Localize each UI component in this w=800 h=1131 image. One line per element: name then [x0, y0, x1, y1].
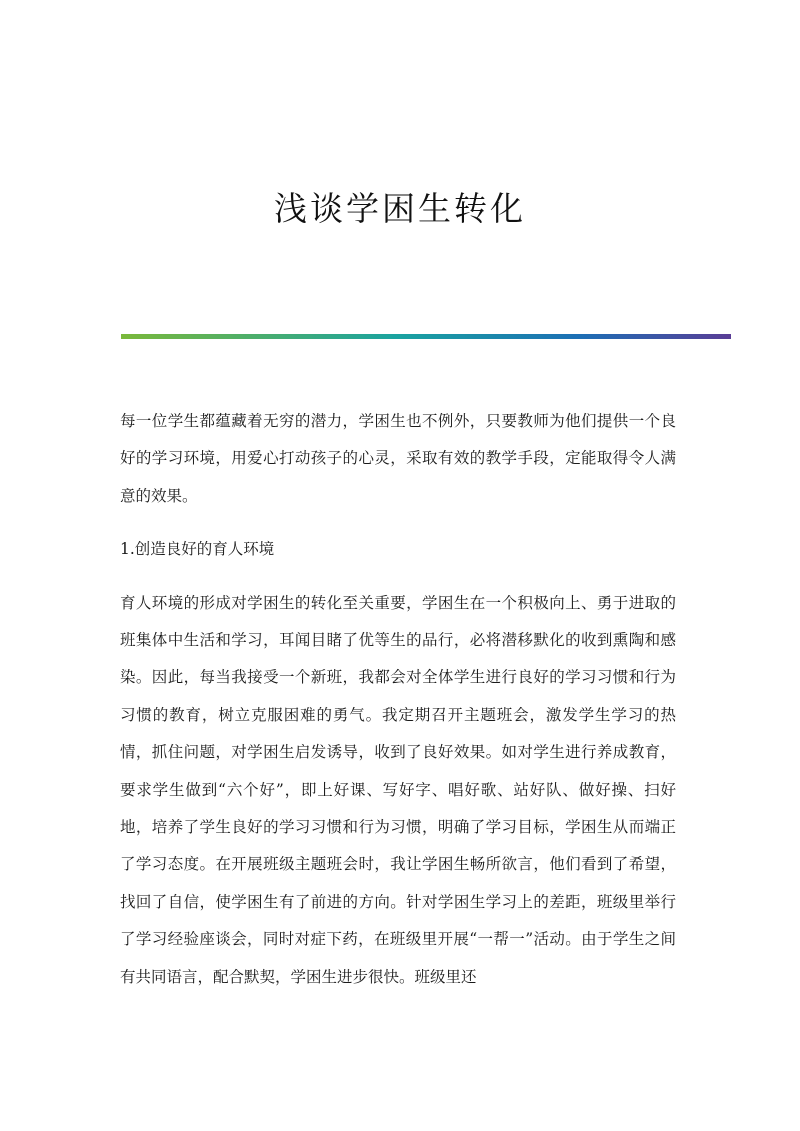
paragraph-spacer [120, 569, 676, 585]
document-body [120, 403, 676, 996]
document-title: 浅谈学困生转化 [274, 189, 526, 228]
paragraph-spacer [120, 515, 676, 531]
section-heading: 1.创造良好的育人环境 [120, 540, 275, 559]
intro-paragraph: 每一位学生都蕴藏着无穷的潜力，学困生也不例外，只要教师为他们提供一个良好的学习环境，用爱心打动孩子的心灵，采取有效的教学手段，定能取得令人满意的效果。 [120, 412, 676, 505]
body-paragraph: 育人环境的形成对学困生的转化至关重要，学困生在一个积极向上、勇于进取的班集体中生活和学习，耳闻目睹了优等生的品行，必将潜移默化的收到熏陶和感染。因此，每当我接受一个新班，我都会对全体学生进行良好的学习习惯和行为习惯的教育，树立克服困难的勇气。我定期召开主题班会，激发学生学习的热情，抓住问题，对学困生启发诱导，收到了良好效果。如对学生进行养成教育，要求学生做到“六个好”，即上好课、写好字、唱好歌、站好队、做好操、扫好地，培养了学生良好的学习习惯和行为习惯，明确了学习目标，学困生从而端正了学习态度。在开展班级主题班会时，我让学困生畅所欲言，他们看到了希望，找回了自信，使学困生有了前进的方向。针对学困生学习上的差距，班级里举行了学习经验座谈会，同时对症下药，在班级里开展“一帮一”活动。由于学生之间有共同语言，配合默契，学困生进步很快。班级里还 [120, 593, 676, 986]
title-divider [121, 334, 731, 339]
